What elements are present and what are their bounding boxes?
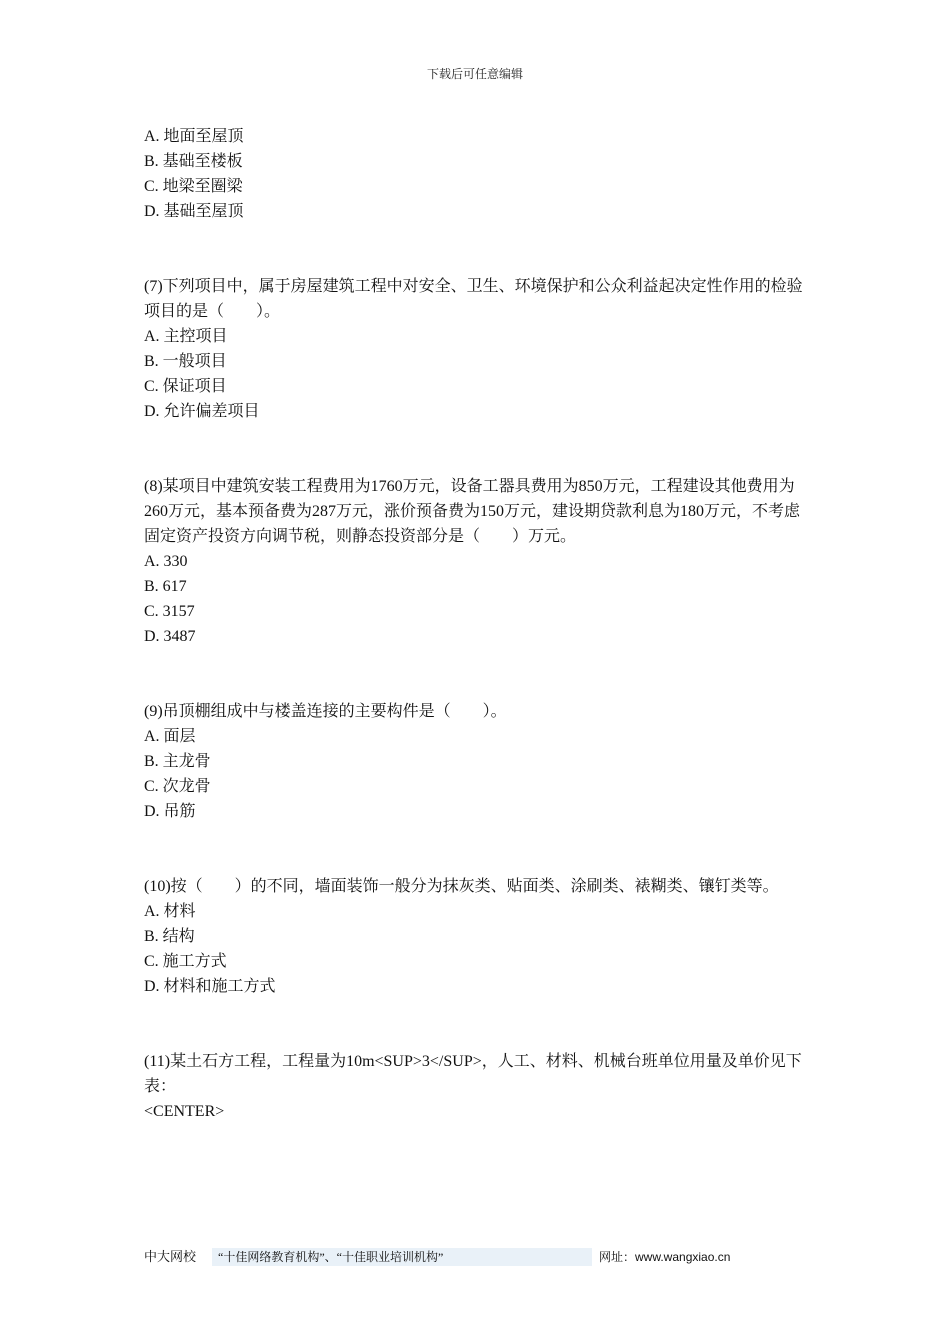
question-block-10 [144, 874, 814, 999]
option-c: C. 保证项目 [144, 378, 227, 395]
question-block-7 [144, 274, 814, 424]
footer-site-url[interactable]: www.wangxiao.cn [635, 1250, 731, 1264]
option-c: C. 施工方式 [144, 953, 227, 970]
question-text: (7)下列项目中，属于房屋建筑工程中对安全、卫生、环境保护和公众利益起决定性作用的检验项目的是（ ）。 [144, 278, 803, 320]
option-a: A. 面层 [144, 728, 196, 745]
page-header: 下载后可任意编辑 [426, 67, 523, 81]
option-b: B. 主龙骨 [144, 753, 211, 770]
raw-markup-line: <CENTER> [144, 1103, 225, 1120]
footer-website [599, 1248, 730, 1266]
footer-site-label: 网址： [599, 1250, 636, 1264]
question-block-6-options [144, 124, 814, 224]
option-d: D. 吊筋 [144, 803, 196, 820]
option-c: C. 次龙骨 [144, 778, 211, 795]
page-footer [144, 1248, 744, 1266]
option-a: A. 地面至屋顶 [144, 128, 244, 145]
option-c: C. 地梁至圈梁 [144, 178, 243, 195]
footer-school-name: 中大网校 [144, 1249, 197, 1264]
question-block-8 [144, 474, 814, 649]
question-text: (11)某土石方工程，工程量为10m<SUP>3</SUP>，人工、材料、机械台班单位用量及单价见下表： [144, 1053, 802, 1095]
option-b: B. 结构 [144, 928, 195, 945]
option-a: A. 主控项目 [144, 328, 228, 345]
option-b: B. 一般项目 [144, 353, 227, 370]
question-block-9 [144, 699, 814, 824]
footer-slogan: “十佳网络教育机构”、“十佳职业培训机构” [212, 1248, 592, 1266]
option-d: D. 材料和施工方式 [144, 978, 276, 995]
option-b: B. 基础至楼板 [144, 153, 243, 170]
option-d: D. 3487 [144, 628, 196, 645]
option-c: C. 3157 [144, 603, 195, 620]
question-text: (9)吊顶棚组成中与楼盖连接的主要构件是（ ）。 [144, 703, 507, 720]
option-d: D. 允许偏差项目 [144, 403, 260, 420]
question-text: (10)按（ ）的不同，墙面装饰一般分为抹灰类、贴面类、涂刷类、裱糊类、镶钉类等。 [144, 878, 779, 895]
document-body [144, 124, 814, 1174]
option-b: B. 617 [144, 578, 187, 595]
option-d: D. 基础至屋顶 [144, 203, 244, 220]
option-a: A. 材料 [144, 903, 196, 920]
question-text: (8)某项目中建筑安装工程费用为1760万元，设备工器具费用为850万元，工程建设其他费用为260万元，基本预备费为287万元，涨价预备费为150万元，建设期贷款利息为180万元，不考虑固定资产投资方向调节税，则静态投资部分是（ ）万元。 [144, 478, 801, 545]
option-a: A. 330 [144, 553, 188, 570]
question-block-11 [144, 1049, 814, 1124]
